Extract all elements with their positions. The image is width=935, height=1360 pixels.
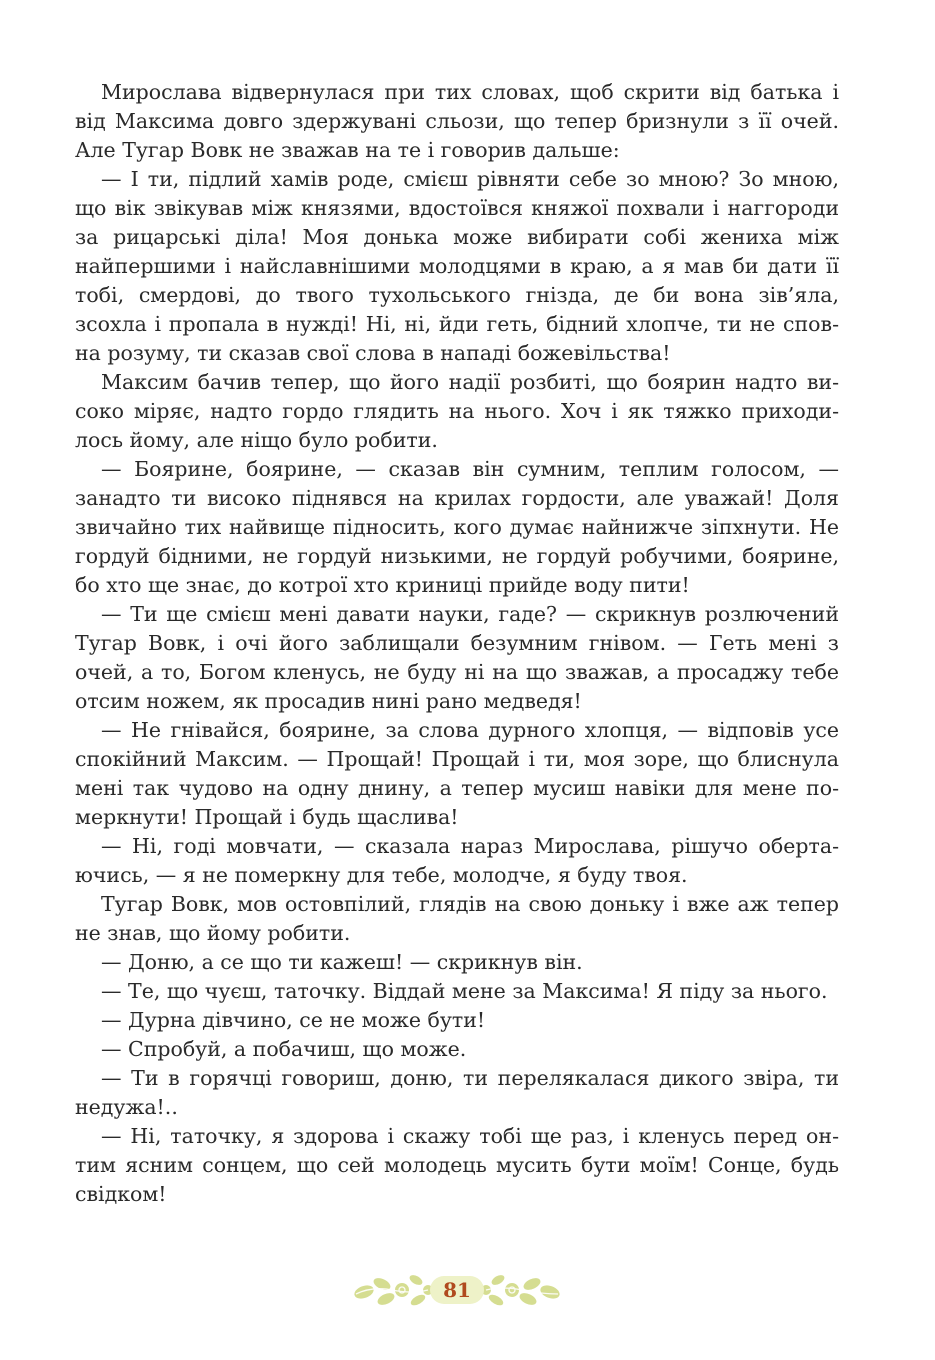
page-body (75, 78, 839, 1209)
paragraph: Мирослава відвернулася при тих словах, щоб скрити від батька і від Максима довго здержувані сльози, що тепер бризнули з її очей. Але Тугар Вовк не зважав на те і говорив дальше: (75, 80, 839, 162)
paragraph: Максим бачив тепер, що його надії розбиті, що боярин надто високо міряє, надто гордо глядить на нього. Хоч і як тяжко приходилось йому, але ніщо було робити. (75, 370, 839, 452)
paragraph: — І ти, підлий хамів роде, смієш рівняти себе зо мною? Зо мною, що вік звікував між князями, вдостоївся княжої похвали і наггороди за рицарські діла! Моя донька може вибирати собі жениха між найпершими і найславнішими молодцями в краю, а я мав би дати її тобі, смердові, до твого тухольського гнізда, де би вона зів’яла, зсохла і пропала в нужді! Ні, ні, йди геть, бідний хлопче, ти не сповна розуму, ти сказав свої слова в нападі божевільства! (75, 167, 839, 365)
paragraph: — Ти ще смієш мені давати науки, гаде? — скрикнув розлючений Тугар Вовк, і очі його заблищали безумним гнівом. — Геть мені з очей, а то, Богом кленусь, не буду ні на що зважав, а просаджу тебе отсим ножем, як просадив нині рано медведя! (75, 602, 839, 713)
paragraph: — Дурна дівчино, се не може бути! (101, 1008, 486, 1032)
paragraph: Тугар Вовк, мов остовпілий, глядів на свою доньку і вже аж тепер не знав, що йому робити. (75, 892, 839, 945)
paragraph: — Боярине, боярине, — сказав він сумним, теплим голосом, — занадто ти високо піднявся на крилах гордости, але уважай! Доля звичайно тих найвище підносить, кого думає найнижче зіпхнути. Не гордуй бідними, не гордуй низькими, не гордуй робучими, боярине, бо хто ще знає, до котрої хто криниці прийде воду пити! (75, 457, 839, 597)
paragraph: — Спробуй, а побачиш, що може. (101, 1037, 467, 1061)
page-number: 81 (443, 1278, 471, 1302)
paragraph: — Ні, таточку, я здорова і скажу тобі ще раз, і кленусь перед онтим ясним сонцем, що сей молодець мусить бути моїм! Сонце, будь свідком! (75, 1124, 839, 1206)
paragraph: — Ти в горячці говориш, доню, ти перелякалася дикого звіра, ти недужа!.. (75, 1066, 839, 1119)
page-footer (352, 1268, 562, 1312)
paragraph: — Доню, а се що ти кажеш! — скрикнув він. (101, 950, 583, 974)
paragraph: — Не гнівайся, боярине, за слова дурного хлопця, — відповів усе спокійний Максим. — Прощай! Прощай і ти, моя зоре, що блиснула мені так чудово на одну днину, а тепер мусиш навіки для мене померкнути! Прощай і будь щаслива! (75, 718, 839, 829)
paragraph: — Ні, годі мовчати, — сказала нараз Мирослава, рішучо обертаючись, — я не померкну для тебе, молодче, я буду твоя. (75, 834, 839, 887)
paragraph: — Те, що чуєш, таточку. Віддай мене за Максима! Я піду за нього. (101, 979, 828, 1003)
